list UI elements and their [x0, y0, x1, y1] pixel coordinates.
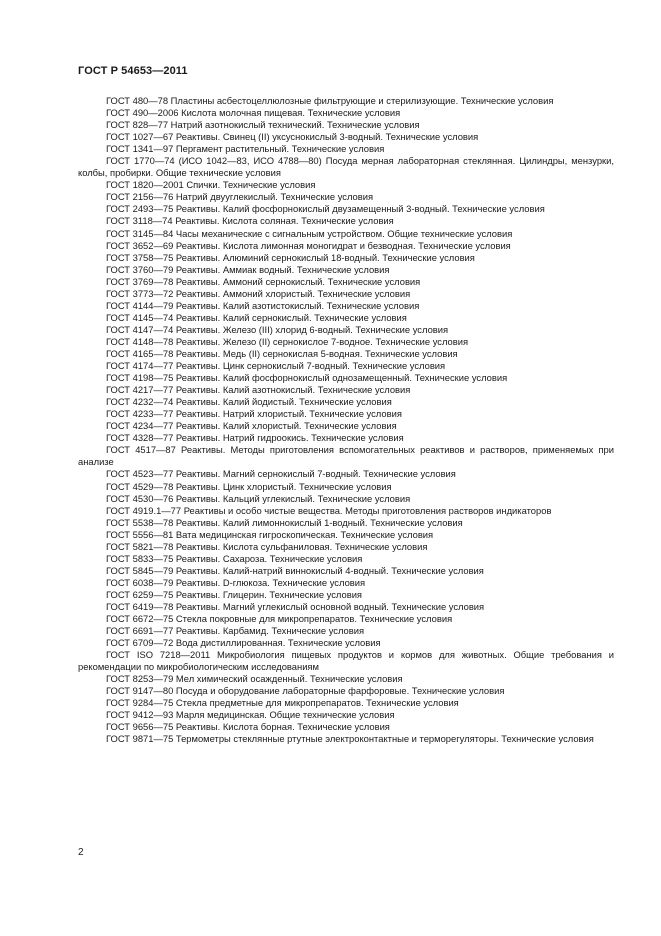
reference-item: ГОСТ 6691—77 Реактивы. Карбамид. Технические условия [106, 625, 365, 637]
reference-item: ГОСТ 5833—75 Реактивы. Сахароза. Технические условия [106, 552, 363, 564]
reference-item: ГОСТ 4217—77 Реактивы. Калий азотнокислый. Технические условия [106, 384, 411, 396]
reference-item: ГОСТ 1027—67 Реактивы. Свинец (II) уксуснокислый 3-водный. Технические условия [106, 131, 479, 143]
reference-item: ГОСТ 5538—78 Реактивы. Калий лимоннокислый 1-водный. Технические условия [106, 516, 463, 528]
document-header: ГОСТ Р 54653—2011 [78, 65, 188, 77]
reference-item: ГОСТ 2493—75 Реактивы. Калий фосфорнокислый двузамещенный 3-водный. Технические условия [106, 203, 545, 215]
reference-item: ГОСТ 2156—76 Натрий двууглекислый. Технические условия [106, 191, 374, 203]
reference-item: ГОСТ 4232—74 Реактивы. Калий йодистый. Технические условия [106, 396, 392, 408]
reference-item: ГОСТ 4529—78 Реактивы. Цинк хлористый. Технические условия [106, 480, 392, 492]
reference-item: ГОСТ 1341—97 Пергамент растительный. Технические условия [106, 143, 385, 155]
reference-item: ГОСТ 8253—79 Мел химический осажденный. Технические условия [106, 673, 403, 685]
reference-item: ГОСТ 1820—2001 Спички. Технические условия [106, 179, 316, 191]
reference-item: ГОСТ 3118—74 Реактивы. Кислота соляная. Технические условия [106, 215, 394, 227]
reference-item: ГОСТ 1770—74 (ИСО 1042—83, ИСО 4788—80) Посуда мерная лабораторная стеклянная. Цилиндры, мензурки, колбы, пробирки. Общие технические условия [78, 155, 614, 179]
reference-item: ГОСТ 4148—78 Реактивы. Железо (II) сернокислое 7-водное. Технические условия [106, 335, 469, 347]
reference-item: ГОСТ 5556—81 Вата медицинская гигроскопическая. Технические условия [106, 528, 434, 540]
reference-item: ГОСТ 4145—74 Реактивы. Калий сернокислый. Технические условия [106, 311, 407, 323]
reference-item: ГОСТ 4328—77 Реактивы. Натрий гидроокись. Технические условия [106, 432, 404, 444]
reference-item: ГОСТ 3769—78 Реактивы. Аммоний сернокислый. Технические условия [106, 275, 421, 287]
reference-item: ГОСТ 4144—79 Реактивы. Калий азотистокислый. Технические условия [106, 299, 420, 311]
reference-item: ГОСТ 4147—74 Реактивы. Железо (III) хлорид 6-водный. Технические условия [106, 323, 449, 335]
reference-item: ГОСТ 3145—84 Часы механические с сигнальным устройством. Общие технические условия [106, 227, 513, 239]
reference-item: ГОСТ 5845—79 Реактивы. Калий-натрий виннокислый 4-водный. Технические условия [106, 564, 484, 576]
reference-item: ГОСТ 4919.1—77 Реактивы и особо чистые вещества. Методы приготовления растворов индикаторов [106, 504, 552, 516]
reference-item: ГОСТ 4165—78 Реактивы. Медь (II) сернокислая 5-водная. Технические условия [106, 347, 458, 359]
reference-item: ГОСТ 3760—79 Реактивы. Аммиак водный. Технические условия [106, 263, 390, 275]
reference-item: ГОСТ 4517—87 Реактивы. Методы приготовления вспомогательных реактивов и растворов, применяемых при анализе [78, 444, 614, 468]
reference-item: ГОСТ 4198—75 Реактивы. Калий фосфорнокислый однозамещенный. Технические условия [106, 372, 508, 384]
reference-item: ГОСТ 3652—69 Реактивы. Кислота лимонная моногидрат и безводная. Технические условия [106, 239, 511, 251]
reference-item: ГОСТ 9412—93 Марля медицинская. Общие технические условия [106, 709, 395, 721]
reference-item: ГОСТ 4174—77 Реактивы. Цинк сернокислый 7-водный. Технические условия [106, 360, 446, 372]
reference-item: ГОСТ 6038—79 Реактивы. D-глюкоза. Технические условия [106, 576, 366, 588]
reference-item: ГОСТ 490—2006 Кислота молочная пищевая. Технические условия [106, 107, 401, 119]
reference-item: ГОСТ 9147—80 Посуда и оборудование лабораторные фарфоровые. Технические условия [106, 685, 505, 697]
normative-references-list [78, 95, 614, 746]
reference-item: ГОСТ 9656—75 Реактивы. Кислота борная. Технические условия [106, 721, 390, 733]
reference-item: ГОСТ 9871—75 Термометры стеклянные ртутные электроконтактные и терморегуляторы. Технические условия [106, 733, 594, 745]
reference-item: ГОСТ 6259—75 Реактивы. Глицерин. Технические условия [106, 588, 363, 600]
reference-item: ГОСТ 4234—77 Реактивы. Калий хлористый. Технические условия [106, 420, 397, 432]
reference-item: ГОСТ 3758—75 Реактивы. Алюминий сернокислый 18-водный. Технические условия [106, 251, 475, 263]
reference-item: ГОСТ 4233—77 Реактивы. Натрий хлористый. Технические условия [106, 408, 402, 420]
reference-item: ГОСТ 6419—78 Реактивы. Магний углекислый основной водный. Технические условия [106, 600, 485, 612]
reference-item: ГОСТ 828—77 Натрий азотнокислый технический. Технические условия [106, 119, 420, 131]
reference-item: ГОСТ 6709—72 Вода дистиллированная. Технические условия [106, 637, 381, 649]
reference-item: ГОСТ 5821—78 Реактивы. Кислота сульфаниловая. Технические условия [106, 540, 428, 552]
reference-item: ГОСТ 6672—75 Стекла покровные для микропрепаратов. Технические условия [106, 613, 453, 625]
reference-item: ГОСТ ISO 7218—2011 Микробиология пищевых продуктов и кормов для животных. Общие требования и рекомендации по микробиологическим исследованиям [78, 649, 614, 673]
reference-item: ГОСТ 4530—76 Реактивы. Кальций углекислый. Технические условия [106, 492, 411, 504]
page-number: 2 [78, 847, 84, 858]
reference-item: ГОСТ 4523—77 Реактивы. Магний сернокислый 7-водный. Технические условия [106, 468, 456, 480]
reference-item: ГОСТ 3773—72 Реактивы. Аммоний хлористый. Технические условия [106, 287, 411, 299]
reference-item: ГОСТ 9284—75 Стекла предметные для микропрепаратов. Технические условия [106, 697, 459, 709]
reference-item: ГОСТ 480—78 Пластины асбестоцеллюлозные фильтрующие и стерилизующие. Технические условия [106, 95, 554, 106]
